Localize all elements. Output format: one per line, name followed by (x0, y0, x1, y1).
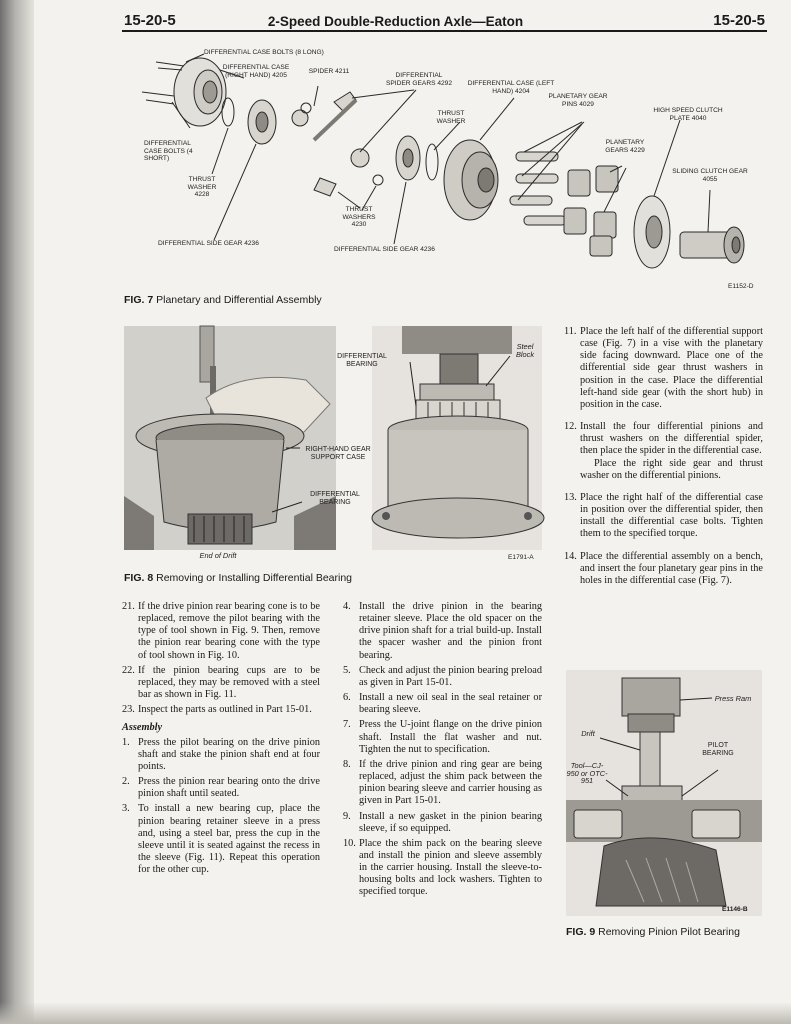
fig7-code: E1152-D (728, 283, 754, 290)
fig7-caption: FIG. 7 Planetary and Differential Assembly (124, 294, 322, 306)
list-item: 14. Place the differential assembly on a bench, and insert the four planetary gear pins in the holes in the differential case (Fig. 7). (564, 550, 763, 586)
fig9-label-press-ram: Press Ram (714, 694, 752, 703)
text-column-right (564, 326, 763, 590)
fig8-code: E1791-A (508, 554, 534, 561)
list-item: 8. If the drive pinion and ring gear are being replaced, adjust the shim pack between the pinion bearing sleeve and carrier housing as given in Part 15-01. (343, 758, 542, 807)
list-item: 23. Inspect the parts as outlined in Part 15-01. (122, 704, 312, 716)
fig9-label-drift: Drift (581, 729, 595, 738)
assembly-heading: Assembly (122, 722, 163, 734)
fig7-label-planetary-gear-pins: PLANETARY GEAR PINS 4029 (548, 93, 608, 108)
fig7-label-spider: SPIDER 4211 (308, 68, 350, 75)
list-item: 9. Install a new gasket in the pinion bearing sleeve, if so equipped. (343, 810, 542, 834)
book-spine-shadow (0, 0, 34, 1024)
fig7-label-case-bolts-long: DIFFERENTIAL CASE BOLTS (8 LONG) (204, 49, 324, 56)
page-title: 2-Speed Double-Reduction Axle—Eaton (267, 14, 524, 29)
page-bottom-shadow (0, 1002, 791, 1024)
list-item: 2. Press the pinion rear bearing onto the drive pinion shaft until seated. (122, 776, 320, 800)
fig8-caption: FIG. 8 Removing or Installing Differential Bearing (124, 572, 353, 584)
fig7-label-thrust-washer-top: THRUST WASHER (436, 110, 466, 125)
fig9-label-tool: Tool—CJ-950 or OTC-951 (566, 761, 608, 786)
fig7-label-side-gear-right: DIFFERENTIAL SIDE GEAR 4236 (334, 246, 435, 253)
page-number-left: 15-20-5 (124, 12, 176, 29)
fig8-label-steel-block: Steel Block (515, 342, 535, 359)
fig7-label-thrust-washer-4228: THRUST WASHER 4228 (187, 176, 217, 199)
fig7-label-high-speed-clutch-plate: HIGH SPEED CLUTCH PLATE 4040 (653, 107, 723, 122)
list-item: 12. Install the four differential pinions and thrust washers on the differential spider, then place the spider in the differential case. Place the right side gear and thrust washer on the differential pinions. (564, 421, 763, 481)
list-item: 7. Press the U-joint flange on the drive pinion shaft. Install the flat washer and nut. Tighten the nut to specification. (343, 719, 542, 755)
fig7-label-side-gear-left: DIFFERENTIAL SIDE GEAR 4236 (158, 240, 259, 247)
list-item: 22. If the pinion bearing cups are to be replaced, they may be removed with a steel bar as shown in Fig. 11. (122, 664, 320, 701)
fig7-label-case-left-hand: DIFFERENTIAL CASE (LEFT HAND) 4204 (467, 80, 555, 95)
list-item: 11. Place the left half of the differential support case (Fig. 7) in a vise with the planetary side facing downward. Place one of the differential side gear thrust washers in position in the case. Place the differential left-hand side gear (with the short hub) in position in the case. (564, 326, 763, 410)
fig8-label-gear-support-case: RIGHT-HAND GEAR SUPPORT CASE (305, 446, 371, 461)
list-item: 21. If the drive pinion rear bearing cone is to be replaced, remove the pilot bearing with the type of tool shown in Fig. 9. Then, remove the pinion rear bearing cone with the type of tool shown in Fig. 10. (122, 601, 320, 661)
fig9-photo (566, 670, 762, 916)
fig8-label-differential-bearing-bottom: DIFFERENTIAL BEARING (310, 491, 360, 506)
text-column-left (122, 601, 320, 879)
list-item: 10. Place the shim pack on the bearing sleeve and install the pinion and sleeve assembly in the carrier housing. Install the sleeve-to-housing bolts and lock washers. Tighten to specified torque. (343, 837, 542, 898)
fig7-label-planetary-gears: PLANETARY GEARS 4229 (605, 139, 645, 154)
list-item: 5. Check and adjust the pinion bearing preload as given in Part 15-01. (343, 664, 542, 688)
fig7-label-thrust-washers-4230: THRUST WASHERS 4230 (342, 206, 376, 229)
fig9-label-pilot-bearing: PILOT BEARING (702, 742, 734, 757)
fig7-label-case-bolts-short: DIFFERENTIAL CASE BOLTS (4 SHORT) (144, 140, 193, 163)
list-item: 1. Press the pilot bearing on the drive pinion shaft and stake the pinion shaft end at four points. (122, 736, 320, 772)
fig8-photo-left (124, 326, 336, 550)
list-item: 3. To install a new bearing cup, place the pinion bearing retainer sleeve in a press and, using a steel bar, press the cup in the sleeve until it is seated against the recess in the sleeve (Fig. 11). Repeat this operation for the other cup. (122, 803, 320, 876)
list-item: 4. Install the drive pinion in the bearing retainer sleeve. Place the old spacer on the drive pinion shaft for a trial build-up. Install the spacer washer and the pinion front bearing. (343, 601, 542, 661)
fig7-label-spider-gears: DIFFERENTIAL SPIDER GEARS 4292 (386, 72, 452, 87)
text-column-middle (343, 601, 542, 902)
fig9-code: E1146-B (722, 906, 748, 913)
list-item: 13. Place the right half of the differential case in position over the differential spider, then install the differential case bolts. Tighten them to the specified torque. (564, 491, 763, 540)
list-item: 6. Install a new oil seal in the seal retainer or bearing sleeve. (343, 692, 542, 716)
fig8-label-end-of-drift: End of Drift (199, 551, 237, 560)
fig7-label-case-right-hand: DIFFERENTIAL CASE (RIGHT HAND) 4205 (222, 64, 290, 79)
page-number-right: 15-20-5 (713, 12, 765, 29)
fig8-label-differential-bearing-top: DIFFERENTIAL BEARING (337, 353, 387, 368)
fig7-label-sliding-clutch-gear: SLIDING CLUTCH GEAR 4055 (672, 168, 748, 183)
header-rule (122, 30, 767, 32)
fig9-caption: FIG. 9 Removing Pinion Pilot Bearing (566, 926, 740, 938)
